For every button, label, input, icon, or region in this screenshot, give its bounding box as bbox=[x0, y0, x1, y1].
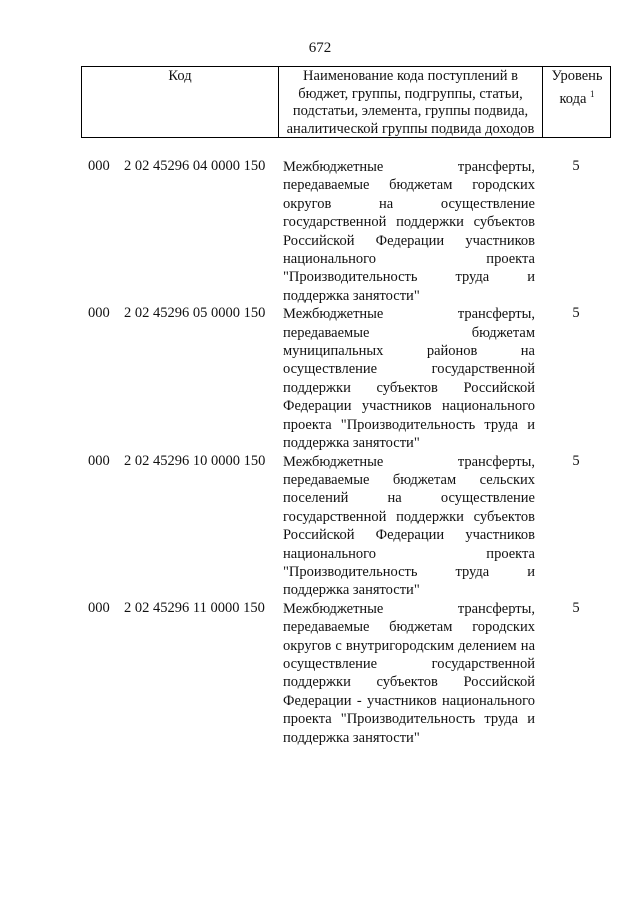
income-name-line: осуществление государственной bbox=[283, 361, 535, 378]
income-name bbox=[283, 600, 535, 747]
page-number: 672 bbox=[308, 40, 332, 56]
income-name-line: Федерации - участников национального bbox=[283, 692, 535, 709]
income-code: 2 02 45296 05 0000 150 bbox=[124, 305, 266, 322]
admin-code: 000 bbox=[88, 158, 110, 174]
income-name-line: поддержка занятости" bbox=[283, 435, 420, 452]
income-name-line: передаваемые бюджетам сельских bbox=[283, 471, 535, 488]
income-code: 2 02 45296 04 0000 150 bbox=[124, 158, 266, 174]
header-level-word: кода bbox=[559, 90, 587, 107]
header-level bbox=[543, 67, 611, 137]
income-name-line: передаваемые бюджетам городских bbox=[283, 177, 535, 194]
table-header bbox=[81, 66, 611, 138]
header-level-line2 bbox=[543, 86, 611, 109]
income-name-line: поддержки субъектов Российской bbox=[283, 674, 535, 691]
income-name-line: Российской Федерации участников bbox=[283, 527, 535, 544]
table-row bbox=[0, 453, 640, 600]
table-body bbox=[0, 158, 640, 747]
table-row bbox=[0, 158, 640, 305]
income-name-line: Межбюджетные трансферты, bbox=[283, 159, 535, 175]
header-name bbox=[279, 67, 543, 137]
footnote-mark: 1 bbox=[590, 88, 595, 99]
income-name-line: передаваемые бюджетам городских bbox=[283, 619, 535, 636]
header-name-line: аналитической группы подвида доходов bbox=[286, 120, 535, 137]
income-name-line: государственной поддержки субъектов bbox=[283, 508, 535, 525]
header-name-line: Наименование кода поступлений в bbox=[303, 68, 518, 84]
income-name-line: Российской Федерации участников bbox=[283, 232, 535, 249]
income-name-line: Межбюджетные трансферты, bbox=[283, 600, 535, 617]
income-name-line: национального проекта bbox=[283, 251, 535, 268]
header-level-line1: Уровень bbox=[551, 68, 603, 84]
admin-code: 000 bbox=[88, 452, 110, 469]
income-name-line: округов на осуществление bbox=[283, 195, 535, 212]
income-name-line: поддержки субъектов Российской bbox=[283, 379, 535, 396]
header-name-line: бюджет, группы, подгруппы, статьи, bbox=[298, 85, 523, 102]
income-name-line: национального проекта bbox=[283, 545, 535, 562]
code-level: 5 bbox=[572, 599, 580, 616]
income-name-line: Федерации участников национального bbox=[283, 398, 535, 415]
income-name bbox=[283, 453, 535, 600]
admin-code: 000 bbox=[88, 599, 110, 616]
income-name-line: государственной поддержки субъектов bbox=[283, 214, 535, 231]
income-name-line: поселений на осуществление bbox=[283, 490, 535, 507]
header-code: Код bbox=[82, 67, 279, 137]
income-name-line: "Производительность труда и bbox=[283, 563, 535, 580]
income-name-line: "Производительность труда и bbox=[283, 269, 535, 286]
table-row bbox=[0, 600, 640, 747]
code-level: 5 bbox=[572, 452, 580, 469]
income-name-line: поддержка занятости" bbox=[283, 729, 420, 746]
income-name-line: округов с внутригородским делением на bbox=[283, 637, 535, 654]
table-row bbox=[0, 305, 640, 452]
income-name-line: проекта "Производительность труда и bbox=[283, 711, 535, 728]
income-name-line: муниципальных районов на bbox=[283, 343, 535, 360]
code-level: 5 bbox=[572, 305, 580, 322]
header-name-line: подстатьи, элемента, группы подвида, bbox=[292, 103, 529, 119]
code-level: 5 bbox=[572, 158, 580, 174]
income-name-line: осуществление государственной bbox=[283, 655, 535, 672]
income-name-line: поддержка занятости" bbox=[283, 287, 420, 304]
income-name bbox=[283, 158, 535, 305]
income-code: 2 02 45296 10 0000 150 bbox=[124, 452, 266, 469]
income-name-line: Межбюджетные трансферты, bbox=[283, 306, 535, 323]
admin-code: 000 bbox=[88, 305, 110, 322]
income-name-line: передаваемые бюджетам bbox=[283, 324, 535, 341]
income-name-line: поддержка занятости" bbox=[283, 582, 420, 599]
income-name-line: Межбюджетные трансферты, bbox=[283, 453, 535, 470]
income-name bbox=[283, 305, 535, 452]
income-code: 2 02 45296 11 0000 150 bbox=[124, 599, 265, 616]
income-name-line: проекта "Производительность труда и bbox=[283, 416, 535, 433]
